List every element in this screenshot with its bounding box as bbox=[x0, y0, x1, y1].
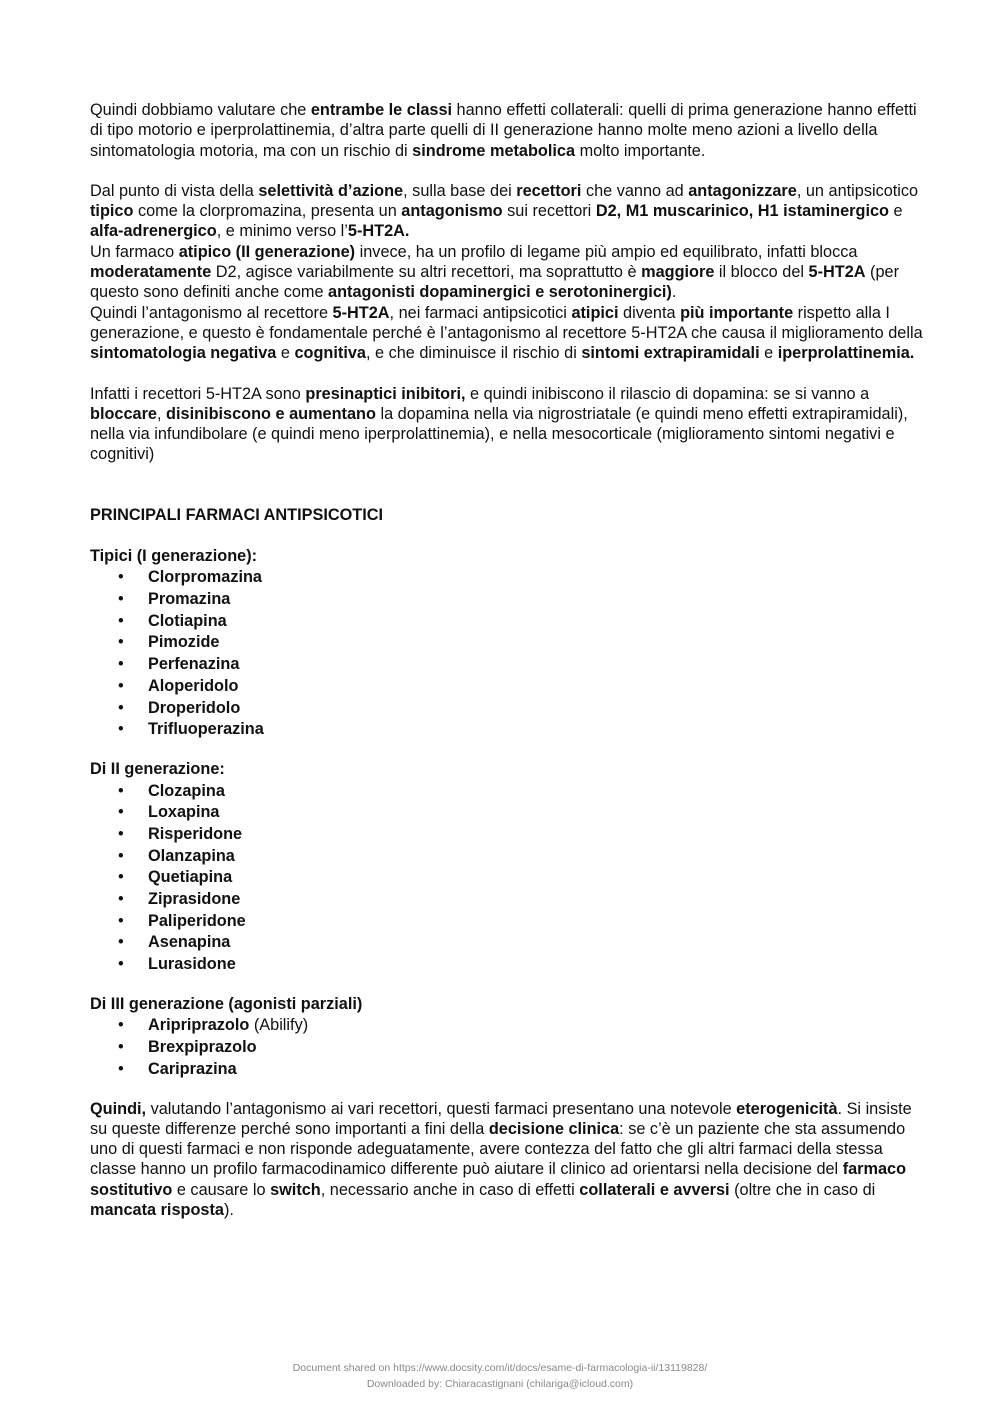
drug-name: Lurasidone bbox=[148, 955, 236, 974]
drug-list-third-generation bbox=[90, 1015, 930, 1080]
text-run: , nei farmaci antipsicotici bbox=[389, 303, 572, 322]
drug-name: Quetiapina bbox=[148, 868, 233, 887]
drug-list-item bbox=[90, 567, 930, 589]
text-run: , e minimo verso l’ bbox=[216, 222, 348, 241]
paragraph-presynaptic bbox=[90, 384, 930, 465]
bold-text: entrambe le classi bbox=[310, 101, 453, 119]
list-title-typical: Tipici (I generazione): bbox=[90, 546, 258, 565]
text-run: e bbox=[759, 344, 778, 363]
bullet-icon: • bbox=[118, 698, 124, 717]
bullet-icon: • bbox=[118, 1038, 124, 1057]
bullet-icon: • bbox=[118, 824, 124, 843]
drug-list-second-generation bbox=[90, 781, 930, 976]
bold-text: 5-HT2A bbox=[808, 263, 866, 282]
drug-name: Asenapina bbox=[148, 933, 231, 952]
bold-text: sintomatologia negativa bbox=[90, 344, 277, 363]
text-run: rispetto alla I generazione, e questo è fondamentale perché è l’antagonismo al recettore 5-HT2A che causa il miglioramento della bbox=[90, 303, 923, 342]
drug-name: Ziprasidone bbox=[148, 890, 241, 909]
bold-text: selettività d’azione bbox=[258, 181, 404, 200]
paragraph-side-effects bbox=[90, 100, 930, 161]
bullet-icon: • bbox=[118, 781, 124, 800]
text-run: e bbox=[276, 344, 295, 363]
page-footer bbox=[0, 1360, 1000, 1392]
bold-text: mancata risposta bbox=[90, 1201, 224, 1220]
drug-list-item bbox=[90, 846, 930, 868]
bold-text: alfa-adrenergico bbox=[90, 222, 217, 241]
bold-text: decisione clinica bbox=[488, 1119, 620, 1138]
bullet-icon: • bbox=[118, 868, 124, 887]
drug-list-item bbox=[90, 911, 930, 933]
drug-list-item bbox=[90, 781, 930, 803]
drug-name: Droperidolo bbox=[148, 698, 241, 717]
text-run: Un farmaco bbox=[90, 242, 179, 261]
bold-text: cognitiva bbox=[294, 344, 366, 363]
bold-text: presinaptici inibitori, bbox=[305, 384, 466, 403]
drug-brand-note: (Abilify) bbox=[249, 1016, 309, 1035]
bullet-icon: • bbox=[118, 846, 124, 865]
bullet-icon: • bbox=[118, 911, 124, 930]
bullet-icon: • bbox=[118, 1016, 124, 1035]
drug-list-item bbox=[90, 954, 930, 976]
drug-list-item bbox=[90, 824, 930, 846]
drug-list-item bbox=[90, 1037, 930, 1059]
text-run: valutando l’antagonismo ai vari recettori, questi farmaci presentano una notevole bbox=[146, 1099, 737, 1118]
drug-list-item bbox=[90, 676, 930, 698]
text-run: Quindi l’antagonismo al recettore bbox=[90, 303, 333, 322]
drug-list-item bbox=[90, 719, 930, 741]
bold-text: bloccare bbox=[90, 404, 157, 423]
drug-name: Olanzapina bbox=[148, 846, 235, 865]
bold-text: maggiore bbox=[641, 263, 715, 282]
drug-list-item bbox=[90, 932, 930, 954]
bold-text: atipici bbox=[571, 303, 619, 322]
text-run: . Si insiste su queste differenze perché sono importanti a fini della bbox=[90, 1099, 912, 1138]
drug-name: Aloperidolo bbox=[148, 676, 239, 695]
text-run: : se c’è un paziente che sta assumendo uno di questi farmaci e non risponde adeguatamente, avere contezza del fatto che gli altri farmaci della stessa classe hanno un profilo farmacodinamico differente può aiutare il clinico ad orientarsi nella decisione del bbox=[90, 1119, 906, 1179]
text-run: ). bbox=[223, 1201, 234, 1220]
drug-list-item bbox=[90, 1015, 930, 1037]
text-run: , un antipsicotico bbox=[796, 181, 919, 200]
drug-name: Cariprazina bbox=[148, 1059, 237, 1078]
bold-text: switch bbox=[270, 1180, 321, 1199]
drug-name: Brexpiprazolo bbox=[148, 1038, 257, 1057]
text-run: . bbox=[671, 283, 677, 302]
text-run: la dopamina nella via nigrostriatale (e quindi meno effetti extrapiramidali), nella via infundibolare (e quindi meno iperprolattinemia), e nella mesocorticale (miglioramento sintomi negativi e cognitivi) bbox=[90, 404, 908, 464]
bold-text: iperprolattinemia. bbox=[777, 344, 915, 363]
bullet-icon: • bbox=[118, 1059, 124, 1078]
drug-list-item bbox=[90, 1059, 930, 1081]
text-run: Dal punto di vista della bbox=[90, 181, 259, 200]
text-run: , necessario anche in caso di effetti bbox=[320, 1180, 580, 1199]
text-run: che vanno ad bbox=[581, 181, 689, 200]
bullet-icon: • bbox=[118, 590, 124, 609]
text-run: e causare lo bbox=[172, 1180, 271, 1199]
bold-text: farmaco sostitutivo bbox=[90, 1160, 907, 1199]
footer-shared-line: Document shared on https://www.docsity.com/it/docs/esame-di-farmacologia-ii/13119828/ bbox=[292, 1362, 708, 1374]
bold-text: antagonismo bbox=[401, 202, 503, 221]
bold-text: antagonisti dopaminergici e serotoninergici) bbox=[328, 283, 672, 302]
text-run: hanno effetti collaterali: quelli di prima generazione hanno effetti di tipo motorio e iperprolattinemia, d’altra parte quelli di II generazione hanno molte meno azioni a livello della sintomatologia motoria, ma con un rischio di bbox=[90, 101, 917, 160]
drug-list-item bbox=[90, 867, 930, 889]
text-run: diventa bbox=[618, 303, 681, 322]
list-title-second-generation: Di II generazione: bbox=[90, 759, 225, 778]
bold-text: sintomi extrapiramidali bbox=[581, 344, 760, 363]
drug-name: Clotiapina bbox=[148, 611, 227, 630]
drug-list-item bbox=[90, 889, 930, 911]
bold-text: 5-HT2A bbox=[332, 303, 390, 322]
drug-name: Perfenazina bbox=[148, 655, 240, 674]
bullet-icon: • bbox=[118, 933, 124, 952]
drug-list-item bbox=[90, 654, 930, 676]
bullet-icon: • bbox=[118, 611, 124, 630]
bullet-icon: • bbox=[118, 890, 124, 909]
text-run: (per questo sono definiti anche come bbox=[90, 263, 899, 302]
paragraph-5ht2a-antagonism bbox=[90, 303, 930, 364]
drug-name: Risperidone bbox=[148, 824, 243, 843]
bullet-icon: • bbox=[118, 676, 124, 695]
bullet-icon: • bbox=[118, 955, 124, 974]
drug-list-item bbox=[90, 589, 930, 611]
text-run: , bbox=[156, 404, 167, 423]
section-heading: PRINCIPALI FARMACI ANTIPSICOTICI bbox=[90, 505, 384, 524]
text-run: il blocco del bbox=[714, 263, 809, 282]
drug-list-item bbox=[90, 698, 930, 720]
text-run: , e che diminuisce il rischio di bbox=[365, 344, 582, 363]
bold-text: più importante bbox=[680, 303, 794, 322]
drug-name: Loxapina bbox=[148, 803, 220, 822]
bold-text: atipico (II generazione) bbox=[178, 242, 356, 261]
paragraph-clinical-decision bbox=[90, 1099, 930, 1221]
bold-text: recettori bbox=[516, 181, 582, 200]
text-run: , sulla base dei bbox=[403, 181, 517, 200]
paragraph-selectivity bbox=[90, 181, 930, 242]
drug-name: Clorpromazina bbox=[148, 568, 262, 587]
drug-list-typical bbox=[90, 567, 930, 741]
bold-text: moderatamente bbox=[90, 263, 212, 282]
drug-name: Paliperidone bbox=[148, 911, 246, 930]
text-run: sui recettori bbox=[502, 202, 596, 221]
bullet-icon: • bbox=[118, 720, 124, 739]
bold-text: 5-HT2A. bbox=[347, 222, 410, 241]
drug-list-item bbox=[90, 802, 930, 824]
bold-text: antagonizzare bbox=[688, 181, 797, 200]
bullet-icon: • bbox=[118, 633, 124, 652]
text-run: e quindi inibiscono il rilascio di dopamina: se si vanno a bbox=[465, 384, 870, 403]
bullet-icon: • bbox=[118, 568, 124, 587]
text-run: come la clorpromazina, presenta un bbox=[133, 202, 402, 221]
bullet-icon: • bbox=[118, 655, 124, 674]
text-run: Infatti i recettori 5-HT2A sono bbox=[90, 384, 306, 403]
text-run: e bbox=[889, 202, 903, 221]
bold-text: disinibiscono e aumentano bbox=[166, 404, 376, 423]
bold-text: sindrome metabolica bbox=[412, 141, 576, 160]
drug-name: Clozapina bbox=[148, 781, 225, 800]
document-page bbox=[90, 100, 930, 1220]
bold-text: collaterali e avversi bbox=[579, 1180, 730, 1199]
drug-name: Promazina bbox=[148, 590, 231, 609]
text-run: molto importante. bbox=[575, 141, 706, 160]
list-title-third-generation: Di III generazione (agonisti parziali) bbox=[90, 994, 363, 1013]
drug-list-item bbox=[90, 632, 930, 654]
bold-text: Quindi, bbox=[90, 1099, 147, 1118]
text-run: invece, ha un profilo di legame più ampio ed equilibrato, infatti blocca bbox=[355, 242, 858, 261]
text-run: Quindi dobbiamo valutare che bbox=[90, 101, 311, 119]
drug-list-item bbox=[90, 611, 930, 633]
text-run: (oltre che in caso di bbox=[729, 1180, 876, 1199]
text-run: D2, agisce variabilmente su altri recettori, ma soprattutto è bbox=[211, 263, 642, 282]
bold-text: tipico bbox=[90, 202, 134, 221]
footer-downloaded-line: Downloaded by: Chiaracastignani (chilariga@icloud.com) bbox=[366, 1378, 634, 1390]
bullet-icon: • bbox=[118, 803, 124, 822]
drug-name: Aripriprazolo bbox=[148, 1016, 250, 1035]
paragraph-atypical bbox=[90, 242, 930, 303]
drug-name: Trifluoperazina bbox=[148, 720, 264, 739]
drug-name: Pimozide bbox=[148, 633, 220, 652]
bold-text: D2, M1 muscarinico, H1 istaminergico bbox=[595, 202, 889, 221]
bold-text: eterogenicità bbox=[736, 1099, 838, 1118]
